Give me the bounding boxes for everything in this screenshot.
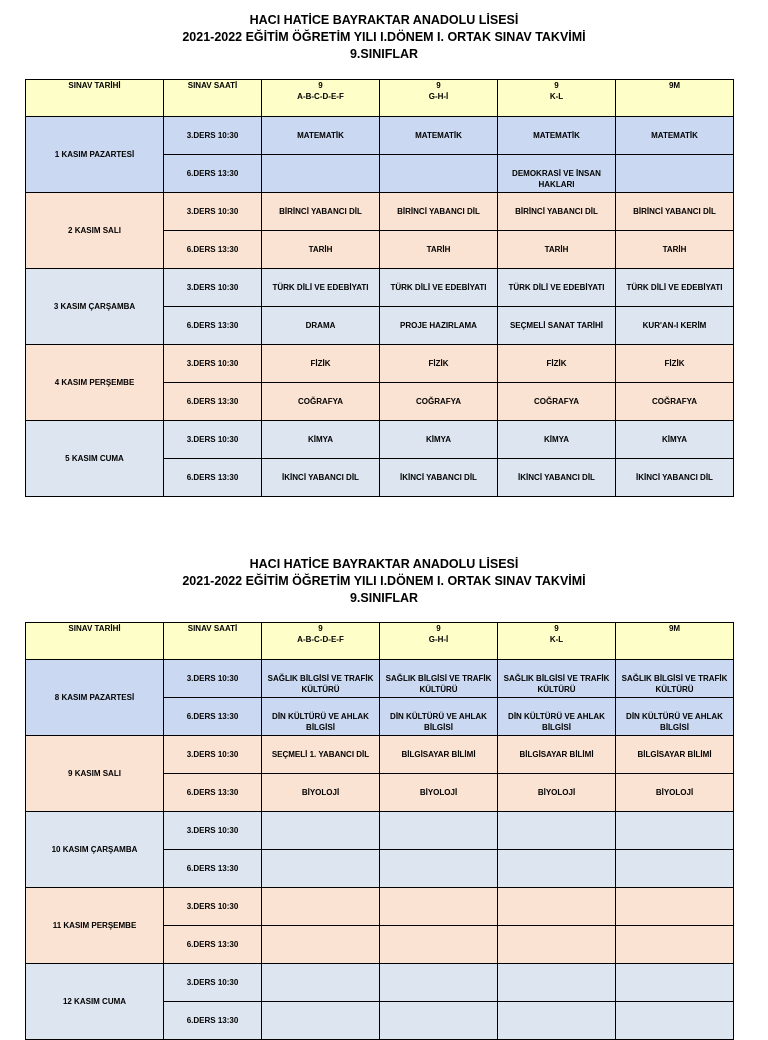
exam-subject: MATEMATİK xyxy=(262,117,380,155)
exam-subject: SEÇMELİ SANAT TARİHİ xyxy=(498,307,616,345)
group-grade: 9 xyxy=(554,624,559,633)
exam-subject: MATEMATİK xyxy=(498,117,616,155)
exam-subject: İKİNCİ YABANCI DİL xyxy=(262,459,380,497)
exam-subject: DRAMA xyxy=(262,307,380,345)
exam-subject xyxy=(616,964,734,1002)
exam-subject xyxy=(262,888,380,926)
group-classes: A-B-C-D-E-F xyxy=(297,635,344,644)
table-row xyxy=(26,117,734,155)
exam-subject xyxy=(380,926,498,964)
table-row xyxy=(26,193,734,231)
exam-subject: MATEMATİK xyxy=(616,117,734,155)
grade-label: 9.SINIFLAR xyxy=(349,47,419,61)
exam-subject xyxy=(616,1002,734,1040)
exam-day: 12 KASIM CUMA xyxy=(26,964,164,1040)
exam-slot: 3.DERS 10:30 xyxy=(164,421,262,459)
exam-subject: SEÇMELİ 1. YABANCI DİL xyxy=(262,736,380,774)
exam-subject: İKİNCİ YABANCI DİL xyxy=(616,459,734,497)
header-exam-date: SINAV TARİHİ xyxy=(26,623,164,660)
header-row xyxy=(26,80,734,117)
exam-slot: 6.DERS 13:30 xyxy=(164,926,262,964)
exam-slot: 6.DERS 13:30 xyxy=(164,774,262,812)
exam-day: 10 KASIM ÇARŞAMBA xyxy=(26,812,164,888)
header-group-3 xyxy=(498,623,616,660)
exam-subject xyxy=(616,926,734,964)
exam-subject: BİRİNCİ YABANCI DİL xyxy=(616,193,734,231)
exam-table-2 xyxy=(25,622,734,1040)
exam-day: 9 KASIM SALI xyxy=(26,736,164,812)
exam-slot: 6.DERS 13:30 xyxy=(164,1002,262,1040)
exam-subject: DEMOKRASİ VE İNSAN HAKLARI xyxy=(498,155,616,193)
group-grade: 9 xyxy=(318,624,323,633)
exam-subject: TARİH xyxy=(616,231,734,269)
exam-slot: 3.DERS 10:30 xyxy=(164,345,262,383)
group-grade: 9 xyxy=(436,81,441,90)
exam-subject: FİZİK xyxy=(380,345,498,383)
header-row xyxy=(26,623,734,660)
exam-subject: SAĞLIK BİLGİSİ VE TRAFİK KÜLTÜRÜ xyxy=(498,660,616,698)
exam-subject: KİMYA xyxy=(498,421,616,459)
header-exam-time: SINAV SAATİ xyxy=(164,623,262,660)
table-row xyxy=(26,812,734,850)
table-row xyxy=(26,736,734,774)
exam-subject: KİMYA xyxy=(380,421,498,459)
exam-subject xyxy=(380,1002,498,1040)
schedule-section-1 xyxy=(0,12,768,63)
header-group-3 xyxy=(498,80,616,117)
table-row xyxy=(26,964,734,1002)
exam-subject: DİN KÜLTÜRÜ VE AHLAK BİLGİSİ xyxy=(262,698,380,736)
exam-subject: BİLGİSAYAR BİLİMİ xyxy=(616,736,734,774)
school-name: HACI HATİCE BAYRAKTAR ANADOLU LİSESİ xyxy=(249,13,519,27)
exam-subject xyxy=(616,155,734,193)
exam-table-1 xyxy=(25,79,734,497)
exam-subject xyxy=(262,964,380,1002)
exam-subject: KİMYA xyxy=(262,421,380,459)
exam-subject: TÜRK DİLİ VE EDEBİYATI xyxy=(262,269,380,307)
table-row xyxy=(26,269,734,307)
group-classes: K-L xyxy=(549,635,564,644)
exam-subject: BİYOLOJİ xyxy=(616,774,734,812)
exam-day: 11 KASIM PERŞEMBE xyxy=(26,888,164,964)
exam-subject: BİYOLOJİ xyxy=(380,774,498,812)
exam-subject xyxy=(498,1002,616,1040)
group-classes: K-L xyxy=(549,92,564,101)
group-classes: A-B-C-D-E-F xyxy=(297,92,344,101)
exam-subject: BİRİNCİ YABANCI DİL xyxy=(380,193,498,231)
exam-subject xyxy=(380,888,498,926)
exam-subject xyxy=(262,1002,380,1040)
exam-subject: BİYOLOJİ xyxy=(262,774,380,812)
exam-subject xyxy=(616,888,734,926)
exam-subject: TARİH xyxy=(262,231,380,269)
group-classes: G-H-İ xyxy=(428,635,449,644)
exam-subject xyxy=(498,926,616,964)
exam-subject: SAĞLIK BİLGİSİ VE TRAFİK KÜLTÜRÜ xyxy=(262,660,380,698)
header-group-2 xyxy=(380,623,498,660)
header-group-4: 9M xyxy=(616,80,734,117)
exam-subject: TÜRK DİLİ VE EDEBİYATI xyxy=(616,269,734,307)
exam-slot: 3.DERS 10:30 xyxy=(164,193,262,231)
header-group-1 xyxy=(262,80,380,117)
header-group-4: 9M xyxy=(616,623,734,660)
header-group-1 xyxy=(262,623,380,660)
schedule-period: 2021-2022 EĞİTİM ÖĞRETİM YILI I.DÖNEM I. ORTAK SINAV TAKVİMİ xyxy=(182,30,586,44)
exam-slot: 6.DERS 13:30 xyxy=(164,698,262,736)
exam-slot: 3.DERS 10:30 xyxy=(164,736,262,774)
group-classes: G-H-İ xyxy=(428,92,449,101)
exam-subject xyxy=(616,812,734,850)
table-row xyxy=(26,660,734,698)
group-grade: 9 xyxy=(554,81,559,90)
exam-subject: BİRİNCİ YABANCI DİL xyxy=(262,193,380,231)
exam-subject xyxy=(380,155,498,193)
table-row xyxy=(26,345,734,383)
grade-label: 9.SINIFLAR xyxy=(349,591,419,605)
school-name: HACI HATİCE BAYRAKTAR ANADOLU LİSESİ xyxy=(249,557,519,571)
exam-day: 5 KASIM CUMA xyxy=(26,421,164,497)
exam-subject xyxy=(380,964,498,1002)
exam-subject: İKİNCİ YABANCI DİL xyxy=(380,459,498,497)
exam-day: 3 KASIM ÇARŞAMBA xyxy=(26,269,164,345)
exam-subject: SAĞLIK BİLGİSİ VE TRAFİK KÜLTÜRÜ xyxy=(380,660,498,698)
exam-subject: SAĞLIK BİLGİSİ VE TRAFİK KÜLTÜRÜ xyxy=(616,660,734,698)
exam-subject xyxy=(498,850,616,888)
schedule-section-2 xyxy=(0,556,768,607)
exam-subject xyxy=(262,155,380,193)
exam-subject xyxy=(498,964,616,1002)
exam-subject: COĞRAFYA xyxy=(616,383,734,421)
exam-subject xyxy=(262,812,380,850)
exam-day: 8 KASIM PAZARTESİ xyxy=(26,660,164,736)
exam-day: 1 KASIM PAZARTESİ xyxy=(26,117,164,193)
group-grade: 9 xyxy=(436,624,441,633)
exam-subject xyxy=(498,812,616,850)
table-row xyxy=(26,888,734,926)
exam-subject: BİLGİSAYAR BİLİMİ xyxy=(498,736,616,774)
exam-subject xyxy=(616,850,734,888)
exam-subject xyxy=(380,850,498,888)
exam-slot: 3.DERS 10:30 xyxy=(164,117,262,155)
exam-subject: PROJE HAZIRLAMA xyxy=(380,307,498,345)
exam-slot: 6.DERS 13:30 xyxy=(164,383,262,421)
exam-subject: TARİH xyxy=(380,231,498,269)
exam-subject: DİN KÜLTÜRÜ VE AHLAK BİLGİSİ xyxy=(616,698,734,736)
exam-subject: COĞRAFYA xyxy=(498,383,616,421)
header-exam-time: SINAV SAATİ xyxy=(164,80,262,117)
exam-subject: BİRİNCİ YABANCI DİL xyxy=(498,193,616,231)
exam-subject: TÜRK DİLİ VE EDEBİYATI xyxy=(498,269,616,307)
exam-slot: 3.DERS 10:30 xyxy=(164,964,262,1002)
exam-subject: MATEMATİK xyxy=(380,117,498,155)
schedule-period: 2021-2022 EĞİTİM ÖĞRETİM YILI I.DÖNEM I. ORTAK SINAV TAKVİMİ xyxy=(182,574,586,588)
exam-subject: KUR'AN-I KERİM xyxy=(616,307,734,345)
exam-slot: 6.DERS 13:30 xyxy=(164,307,262,345)
exam-slot: 3.DERS 10:30 xyxy=(164,888,262,926)
exam-subject: DİN KÜLTÜRÜ VE AHLAK BİLGİSİ xyxy=(380,698,498,736)
exam-slot: 3.DERS 10:30 xyxy=(164,269,262,307)
exam-subject xyxy=(262,926,380,964)
exam-slot: 6.DERS 13:30 xyxy=(164,155,262,193)
exam-day: 4 KASIM PERŞEMBE xyxy=(26,345,164,421)
header-exam-date: SINAV TARİHİ xyxy=(26,80,164,117)
exam-subject xyxy=(262,850,380,888)
exam-subject: FİZİK xyxy=(616,345,734,383)
group-grade: 9 xyxy=(318,81,323,90)
exam-subject: BİLGİSAYAR BİLİMİ xyxy=(380,736,498,774)
table-row xyxy=(26,421,734,459)
exam-slot: 6.DERS 13:30 xyxy=(164,850,262,888)
exam-slot: 3.DERS 10:30 xyxy=(164,812,262,850)
exam-subject xyxy=(498,888,616,926)
exam-subject: FİZİK xyxy=(262,345,380,383)
exam-slot: 6.DERS 13:30 xyxy=(164,459,262,497)
exam-subject: COĞRAFYA xyxy=(262,383,380,421)
exam-subject: BİYOLOJİ xyxy=(498,774,616,812)
exam-subject: TÜRK DİLİ VE EDEBİYATI xyxy=(380,269,498,307)
exam-subject: TARİH xyxy=(498,231,616,269)
exam-subject xyxy=(380,812,498,850)
exam-subject: İKİNCİ YABANCI DİL xyxy=(498,459,616,497)
exam-subject: FİZİK xyxy=(498,345,616,383)
exam-subject: COĞRAFYA xyxy=(380,383,498,421)
exam-slot: 3.DERS 10:30 xyxy=(164,660,262,698)
exam-subject: KİMYA xyxy=(616,421,734,459)
header-group-2 xyxy=(380,80,498,117)
exam-day: 2 KASIM SALI xyxy=(26,193,164,269)
exam-slot: 6.DERS 13:30 xyxy=(164,231,262,269)
exam-subject: DİN KÜLTÜRÜ VE AHLAK BİLGİSİ xyxy=(498,698,616,736)
